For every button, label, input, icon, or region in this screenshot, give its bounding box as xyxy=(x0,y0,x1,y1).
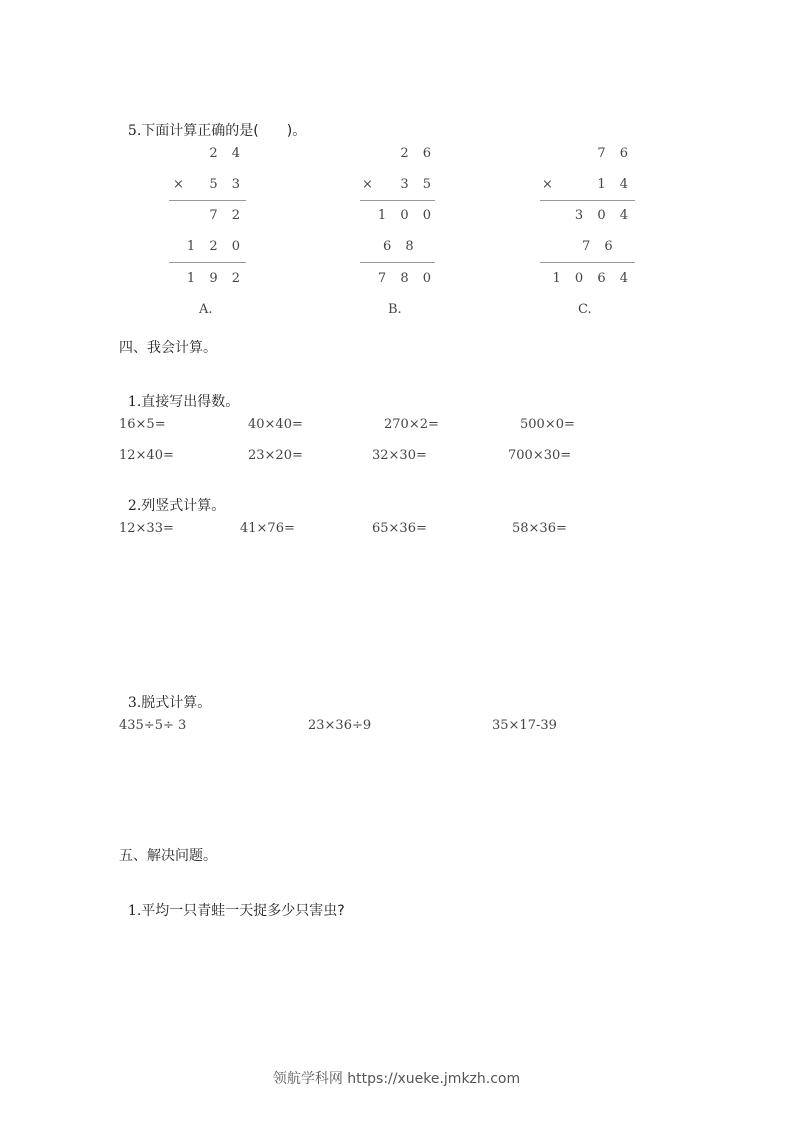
vertical-calc-item: 58×36= xyxy=(512,521,567,536)
oral-calc-item: 16×5= xyxy=(119,417,166,432)
vertical-calc-item: 65×36= xyxy=(372,521,427,536)
part-text: 脱式计算。 xyxy=(141,695,212,711)
product-result: 7 8 0 xyxy=(377,271,436,286)
question-text: 下面计算正确的是( )。 xyxy=(141,123,307,139)
vertical-calc-item: 41×76= xyxy=(240,521,295,536)
rule-line xyxy=(169,200,246,201)
rule-line xyxy=(360,200,435,201)
oral-calc-item: 270×2= xyxy=(384,417,439,432)
problem-text: 平均一只青蛙一天捉多少只害虫? xyxy=(141,903,345,919)
rule-line xyxy=(169,262,246,263)
multiplicand: 2 4 xyxy=(209,146,245,161)
section-4-part-1-heading xyxy=(119,381,239,409)
oral-calc-item: 40×40= xyxy=(248,417,303,432)
question-5 xyxy=(119,110,306,138)
section-4-title: 四、我会计算。 xyxy=(119,340,217,356)
part-text: 直接写出得数。 xyxy=(141,394,240,410)
times-sign: × xyxy=(362,177,373,192)
rule-line xyxy=(540,262,635,263)
partial-product-1: 7 2 xyxy=(209,208,245,223)
multiplier: 5 3 xyxy=(209,177,245,192)
part-number: 1. xyxy=(127,394,142,410)
rule-line xyxy=(540,200,635,201)
product-result: 1 9 2 xyxy=(186,271,245,286)
oral-calc-item: 700×30= xyxy=(508,448,572,463)
part-number: 2. xyxy=(127,498,142,514)
times-sign: × xyxy=(173,177,184,192)
footer-watermark: 领航学科网 https://xueke.jmkzh.com xyxy=(272,1071,521,1087)
step-calc-item: 23×36÷9 xyxy=(308,718,372,733)
oral-calc-item: 32×30= xyxy=(372,448,427,463)
section-5-title: 五、解决问题。 xyxy=(119,848,217,864)
times-sign: × xyxy=(542,177,553,192)
option-label-a: A. xyxy=(199,302,213,317)
partial-product-2: 1 2 0 xyxy=(186,239,245,254)
product-result: 1 0 6 4 xyxy=(552,271,633,286)
section-4-part-2-heading xyxy=(119,485,225,513)
option-label-c: C. xyxy=(578,302,592,317)
partial-product-1: 3 0 4 xyxy=(574,208,633,223)
problem-number: 1. xyxy=(127,903,142,919)
part-text: 列竖式计算。 xyxy=(141,498,226,514)
oral-calc-item: 23×20= xyxy=(248,448,303,463)
multiplier: 1 4 xyxy=(597,177,633,192)
part-number: 3. xyxy=(127,695,142,711)
section-5-problem-1 xyxy=(119,890,345,918)
oral-calc-item: 500×0= xyxy=(520,417,575,432)
multiplicand: 7 6 xyxy=(597,146,633,161)
partial-product-2: 7 6 xyxy=(582,239,618,254)
vertical-calc-item: 12×33= xyxy=(119,521,174,536)
step-calc-item: 35×17-39 xyxy=(492,718,557,733)
multiplicand: 2 6 xyxy=(400,146,436,161)
oral-calc-item: 12×40= xyxy=(119,448,174,463)
rule-line xyxy=(360,262,435,263)
partial-product-1: 1 0 0 xyxy=(377,208,436,223)
partial-product-2: 6 8 xyxy=(383,239,419,254)
step-calc-item: 435÷5÷ 3 xyxy=(119,718,187,733)
question-number: 5. xyxy=(127,123,142,139)
option-label-b: B. xyxy=(388,302,402,317)
multiplier: 3 5 xyxy=(400,177,436,192)
section-4-part-3-heading xyxy=(119,682,211,710)
